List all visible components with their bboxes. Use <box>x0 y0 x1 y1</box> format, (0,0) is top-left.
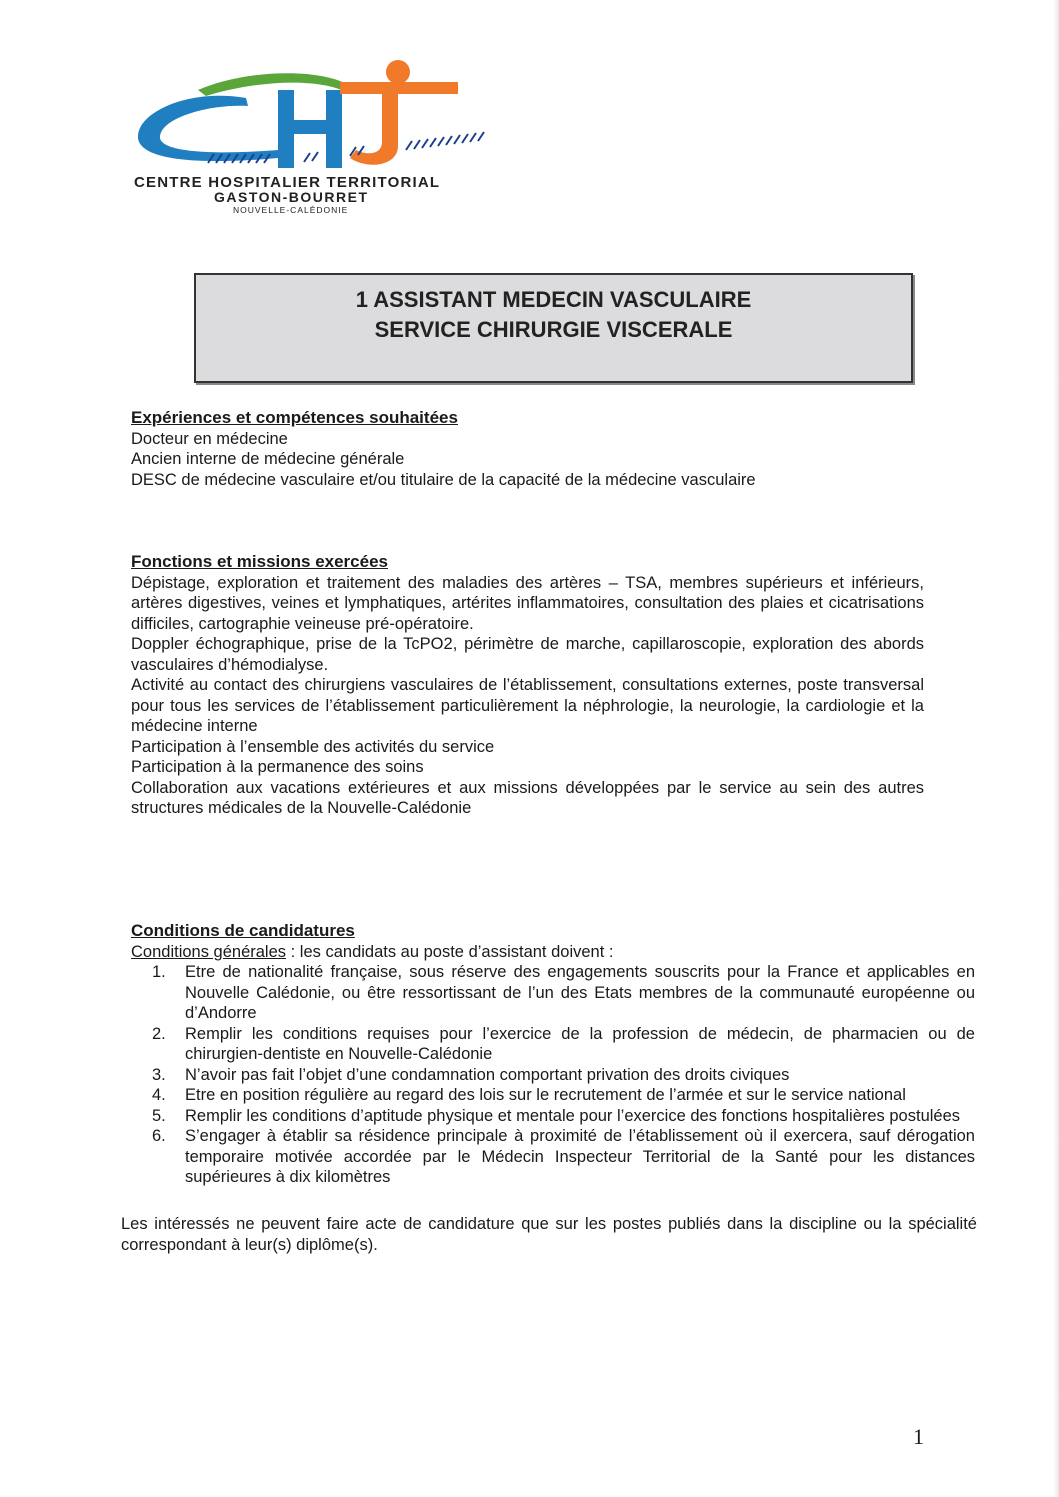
list-item-number: 5. <box>152 1106 166 1125</box>
functions-heading: Fonctions et missions exercées <box>131 552 388 571</box>
list-item-number: 4. <box>152 1086 166 1104</box>
closing-paragraph: Les intéressés ne peuvent faire acte de candidature que sur les postes publiés dans la discipline ou la spécialité correspondant à leur(s) diplôme(s). <box>121 1215 977 1254</box>
service-title: SERVICE CHIRURGIE VISCERALE <box>374 317 733 342</box>
functions-paragraph: Collaboration aux vacations extérieures et aux missions développées par le service au sein des autres structures médicales de la Nouvelle-Calédonie <box>131 778 924 817</box>
logo-text-line2: GASTON-BOURRET <box>214 189 369 205</box>
hospital-logo <box>128 58 498 218</box>
list-item-text: Remplir les conditions d’aptitude physique et mentale pour l’exercice des fonctions hospitalières postulées <box>185 1106 961 1125</box>
experience-line: DESC de médecine vasculaire et/ou titulaire de la capacité de la médecine vasculaire <box>131 470 756 489</box>
list-item-text: S’engager à établir sa résidence principale à proximité de l’établissement où il exercera, sauf dérogation temporaire motivée accordée par le Médecin Inspecteur Territorial de la Santé pour les distances supérieures à dix kilomètres <box>185 1127 975 1186</box>
functions-paragraph: Participation à l’ensemble des activités du service <box>131 737 495 756</box>
general-conditions-text: : les candidats au poste d’assistant doivent : <box>286 942 614 961</box>
list-item-number: 6. <box>152 1127 166 1145</box>
general-conditions-label: Conditions générales <box>131 942 287 961</box>
list-item <box>131 1085 975 1106</box>
list-item <box>131 1024 975 1065</box>
conditions-heading: Conditions de candidatures <box>131 921 355 940</box>
list-item-number: 2. <box>152 1024 166 1043</box>
list-item-text: Remplir les conditions requises pour l’exercice de la profession de médecin, de pharmacien ou de chirurgien-dentiste en Nouvelle-Calédonie <box>185 1024 975 1063</box>
logo-text-line1: CENTRE HOSPITALIER TERRITORIAL <box>134 174 441 191</box>
functions-section <box>131 552 924 819</box>
list-item-text: N’avoir pas fait l’objet d’une condamnation comportant privation des droits civiques <box>185 1065 790 1084</box>
list-item <box>131 1126 975 1188</box>
conditions-section <box>131 921 981 1188</box>
general-conditions-line <box>131 942 981 963</box>
experience-heading: Expériences et compétences souhaitées <box>131 408 458 427</box>
conditions-list <box>131 962 981 1188</box>
experience-line: Docteur en médecine <box>131 429 288 448</box>
page-number: 1 <box>913 1424 924 1449</box>
functions-paragraph: Participation à la permanence des soins <box>131 758 424 776</box>
scan-edge <box>1053 0 1059 1497</box>
list-item <box>131 962 975 1024</box>
list-item <box>131 1106 975 1127</box>
list-item-text: Etre en position régulière au regard des lois sur le recrutement de l’armée et sur le service national <box>185 1086 906 1104</box>
functions-paragraph: Doppler échographique, prise de la TcPO2, périmètre de marche, capillaroscopie, exploration des abords vasculaires d’hémodialyse. <box>131 635 924 674</box>
logo-text-line3: NOUVELLE-CALÉDONIE <box>233 205 349 215</box>
job-title: 1 ASSISTANT MEDECIN VASCULAIRE <box>355 287 752 312</box>
logo-graphic <box>128 58 498 178</box>
list-item <box>131 1065 975 1086</box>
experience-line: Ancien interne de médecine générale <box>131 450 405 468</box>
functions-paragraph: Dépistage, exploration et traitement des maladies des artères – TSA, membres supérieurs et inférieurs, artères digestives, veines et lymphatiques, artérites inflammatoires, consultation des plaies et cicatrisations difficiles, cartographie veineuse pré-opératoire. <box>131 573 924 633</box>
list-item-number: 1. <box>152 963 166 981</box>
title-box <box>194 273 913 383</box>
list-item-text: Etre de nationalité française, sous réserve des engagements souscrits pour la France et applicables en Nouvelle Calédonie, ou être ressortissant de l’un des Etats membres de la communauté européenne ou d’Andorre <box>185 963 975 1022</box>
list-item-number: 3. <box>152 1065 166 1084</box>
experience-section <box>131 408 926 490</box>
functions-paragraph: Activité au contact des chirurgiens vasculaires de l’établissement, consultations externes, poste transversal pour tous les services de l’établissement particulièrement la néphrologie, la neurologie, la cardiologie et la médecine interne <box>131 676 924 735</box>
